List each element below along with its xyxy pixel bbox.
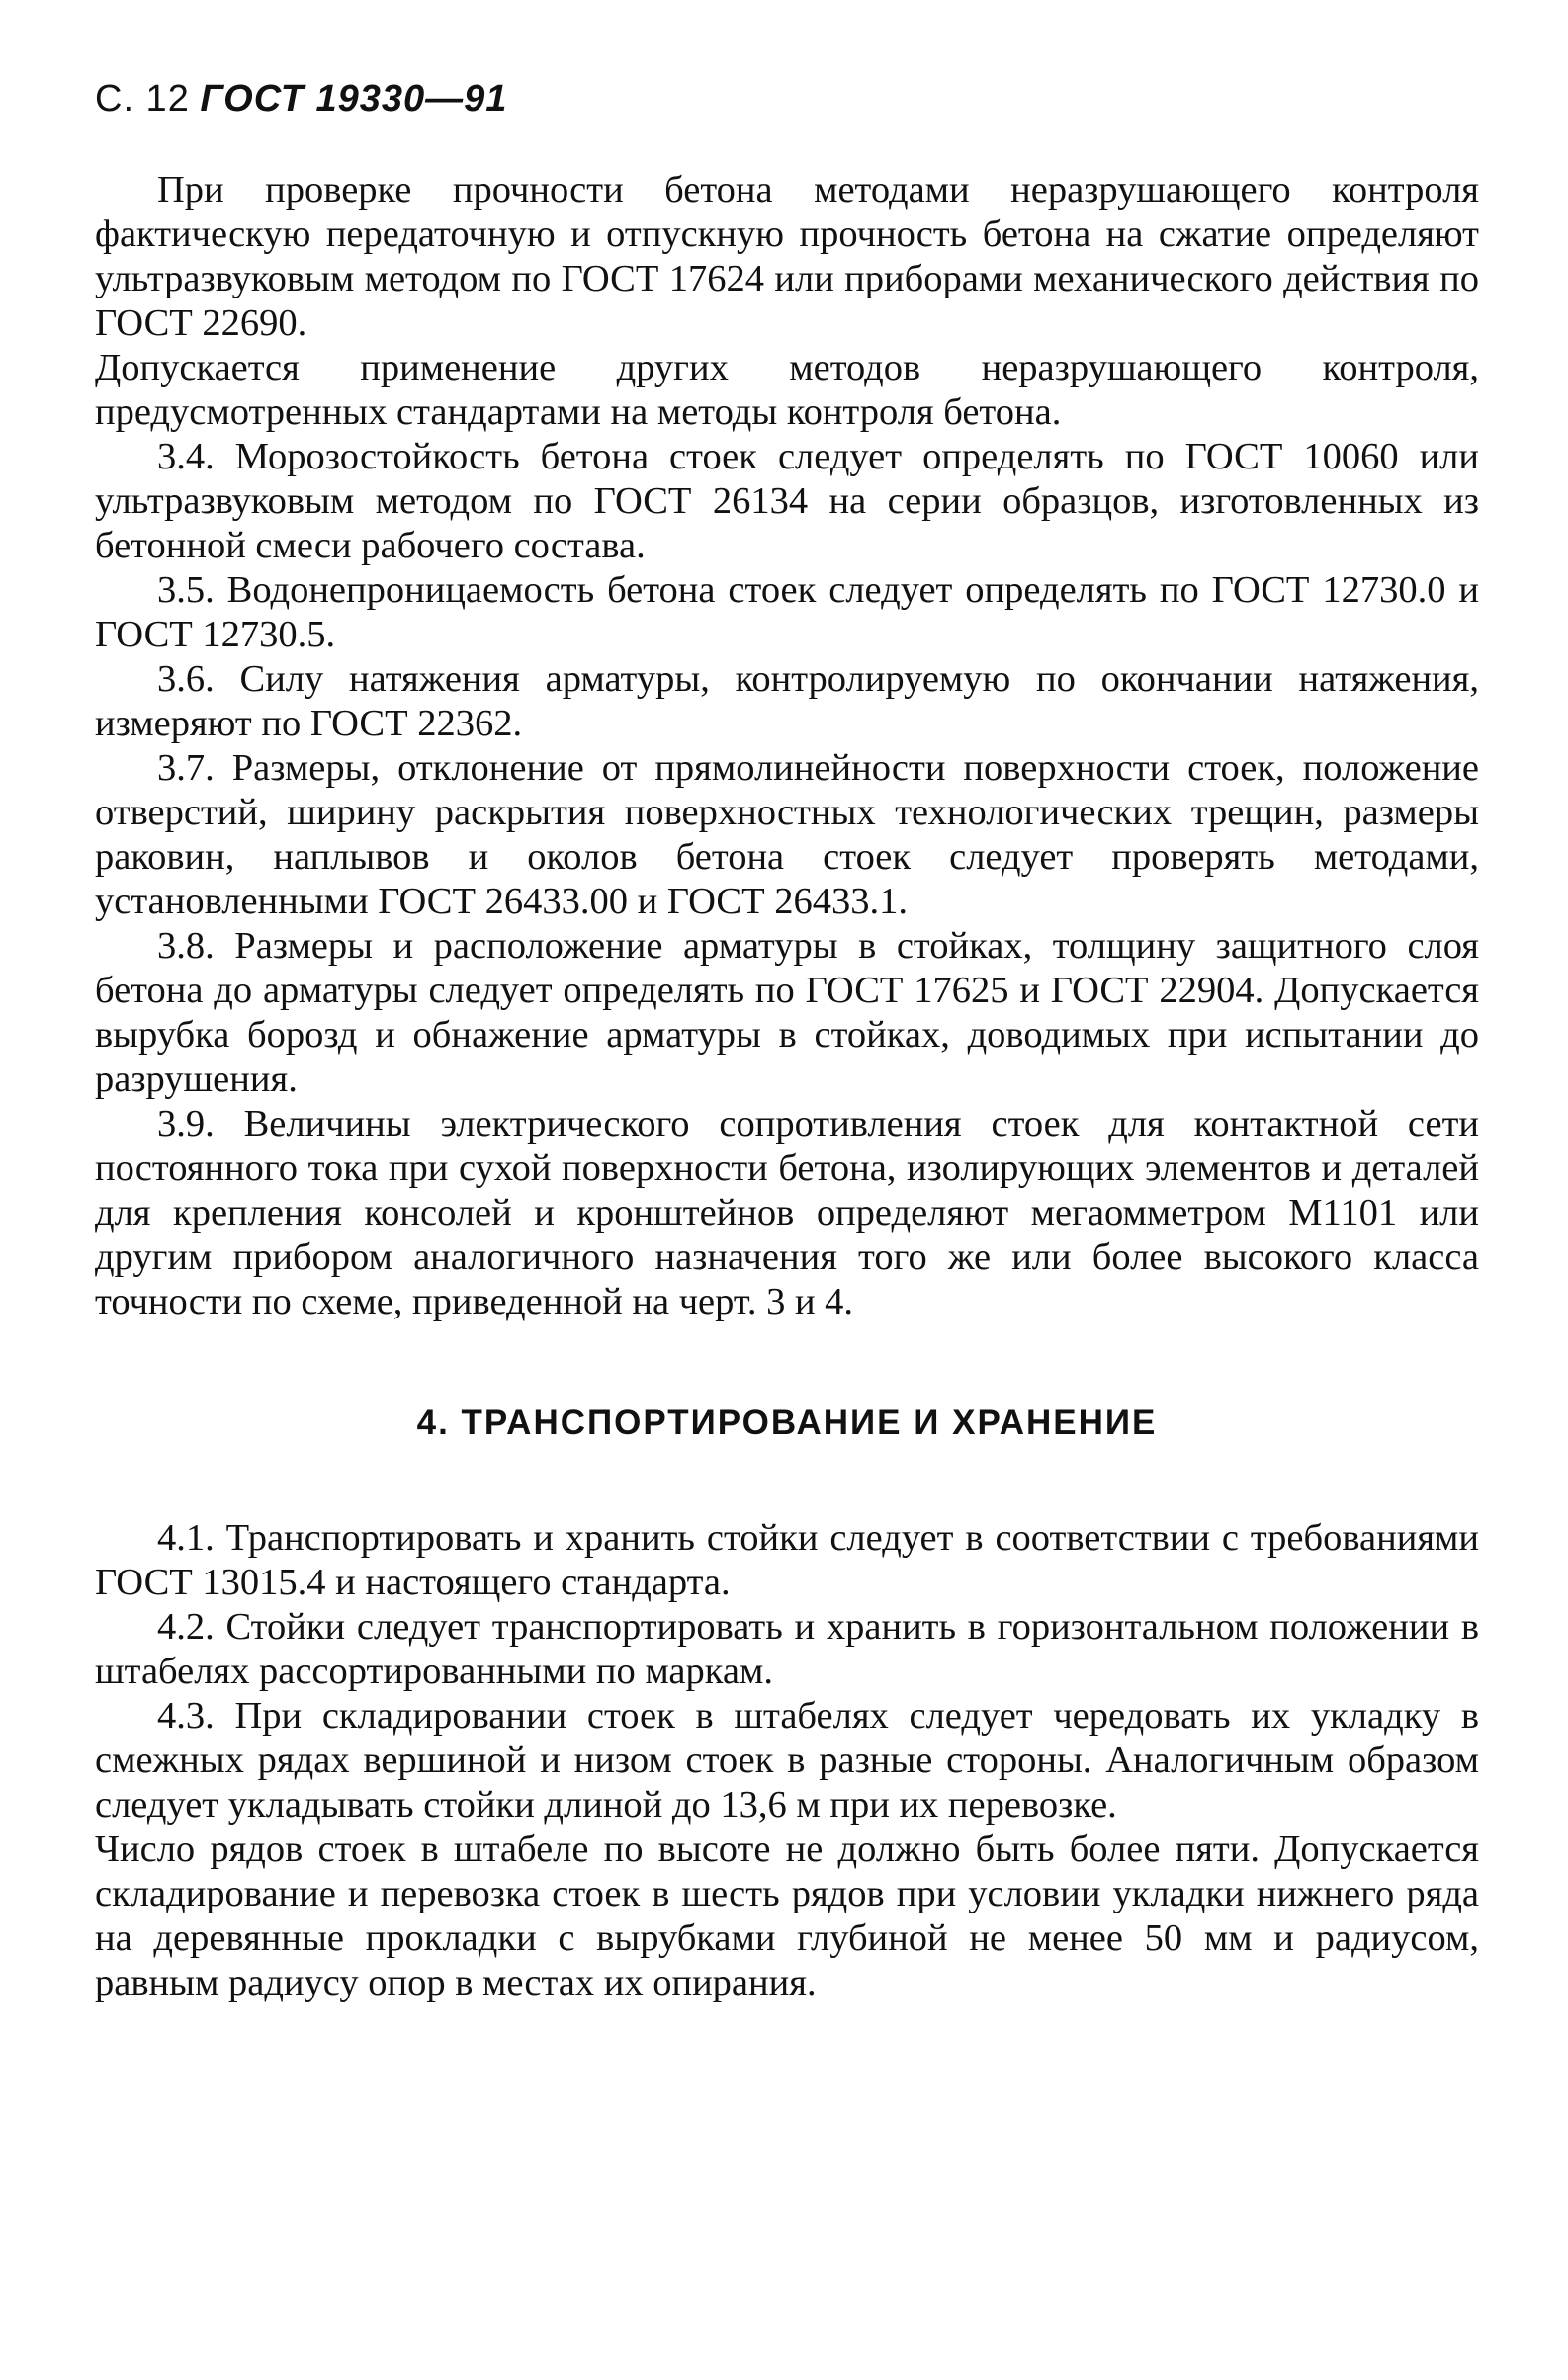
paragraph: При проверке прочности бетона методами неразрушающего контроля фактическую передаточную и отпускную прочность бетона на сжатие определяют ультразвуковым методом по ГОСТ 17624 или приборами механического действия по ГОСТ 22690. [95, 169, 1479, 344]
paragraph-3-8: 3.8. Размеры и расположение арматуры в стойках, толщину защитного слоя бетона до арматуры следует определять по ГОСТ 17625 и ГОСТ 22904. Допускается вырубка борозд и обнажение арматуры в стойках, доводимых при испытании до разрушения. [95, 925, 1479, 1100]
document-body [95, 168, 1479, 2005]
section-title: 4. ТРАНСПОРТИРОВАНИЕ И ХРАНЕНИЕ [416, 1403, 1158, 1442]
paragraph-4-3: 4.3. При складировании стоек в штабелях следует чередовать их укладку в смежных рядах вершиной и низом стоек в разные стороны. Аналогичным образом следует укладывать стойки длиной до 13,6 м при их перевозке. [95, 1695, 1479, 1826]
page-number: С. 12 [95, 78, 190, 120]
paragraph-3-7: 3.7. Размеры, отклонение от прямолинейности поверхности стоек, положение отверстий, ширину раскрытия поверхностных технологических трещин, размеры раковин, наплывов и околов бетона стоек следует проверять методами, установленными ГОСТ 26433.00 и ГОСТ 26433.1. [95, 747, 1479, 922]
paragraph: Допускается применение других методов неразрушающего контроля, предусмотренных стандартами на методы контроля бетона. [95, 347, 1479, 433]
standard-code: ГОСТ 19330—91 [200, 78, 508, 120]
paragraph-3-6: 3.6. Силу натяжения арматуры, контролируемую по окончании натяжения, измеряют по ГОСТ 22362. [95, 658, 1479, 744]
paragraph: Число рядов стоек в штабеле по высоте не должно быть более пяти. Допускается складирование и перевозка стоек в шесть рядов при условии укладки нижнего ряда на деревянные прокладки с вырубками глубиной не менее 50 мм и радиусом, равным радиусу опор в местах их опирания. [95, 1828, 1479, 2003]
paragraph-4-1: 4.1. Транспортировать и хранить стойки следует в соответствии с требованиями ГОСТ 13015.4 и настоящего стандарта. [95, 1517, 1479, 1603]
paragraph-4-2: 4.2. Стойки следует транспортировать и хранить в горизонтальном положении в штабелях рассортированными по маркам. [95, 1606, 1479, 1692]
paragraph-3-4: 3.4. Морозостойкость бетона стоек следует определять по ГОСТ 10060 или ультразвуковым методом по ГОСТ 26134 на серии образцов, изготовленных из бетонной смеси рабочего состава. [95, 436, 1479, 566]
paragraph-3-9: 3.9. Величины электрического сопротивления стоек для контактной сети постоянного тока при сухой поверхности бетона, изолирующих элементов и деталей для крепления консолей и кронштейнов определяют мегаомметром М1101 или другим прибором аналогичного назначения того же или более высокого класса точности по схеме, приведенной на черт. 3 и 4. [95, 1103, 1479, 1322]
paragraph-3-5: 3.5. Водонепроницаемость бетона стоек следует определять по ГОСТ 12730.0 и ГОСТ 12730.5. [95, 569, 1479, 655]
page-header [95, 77, 507, 121]
